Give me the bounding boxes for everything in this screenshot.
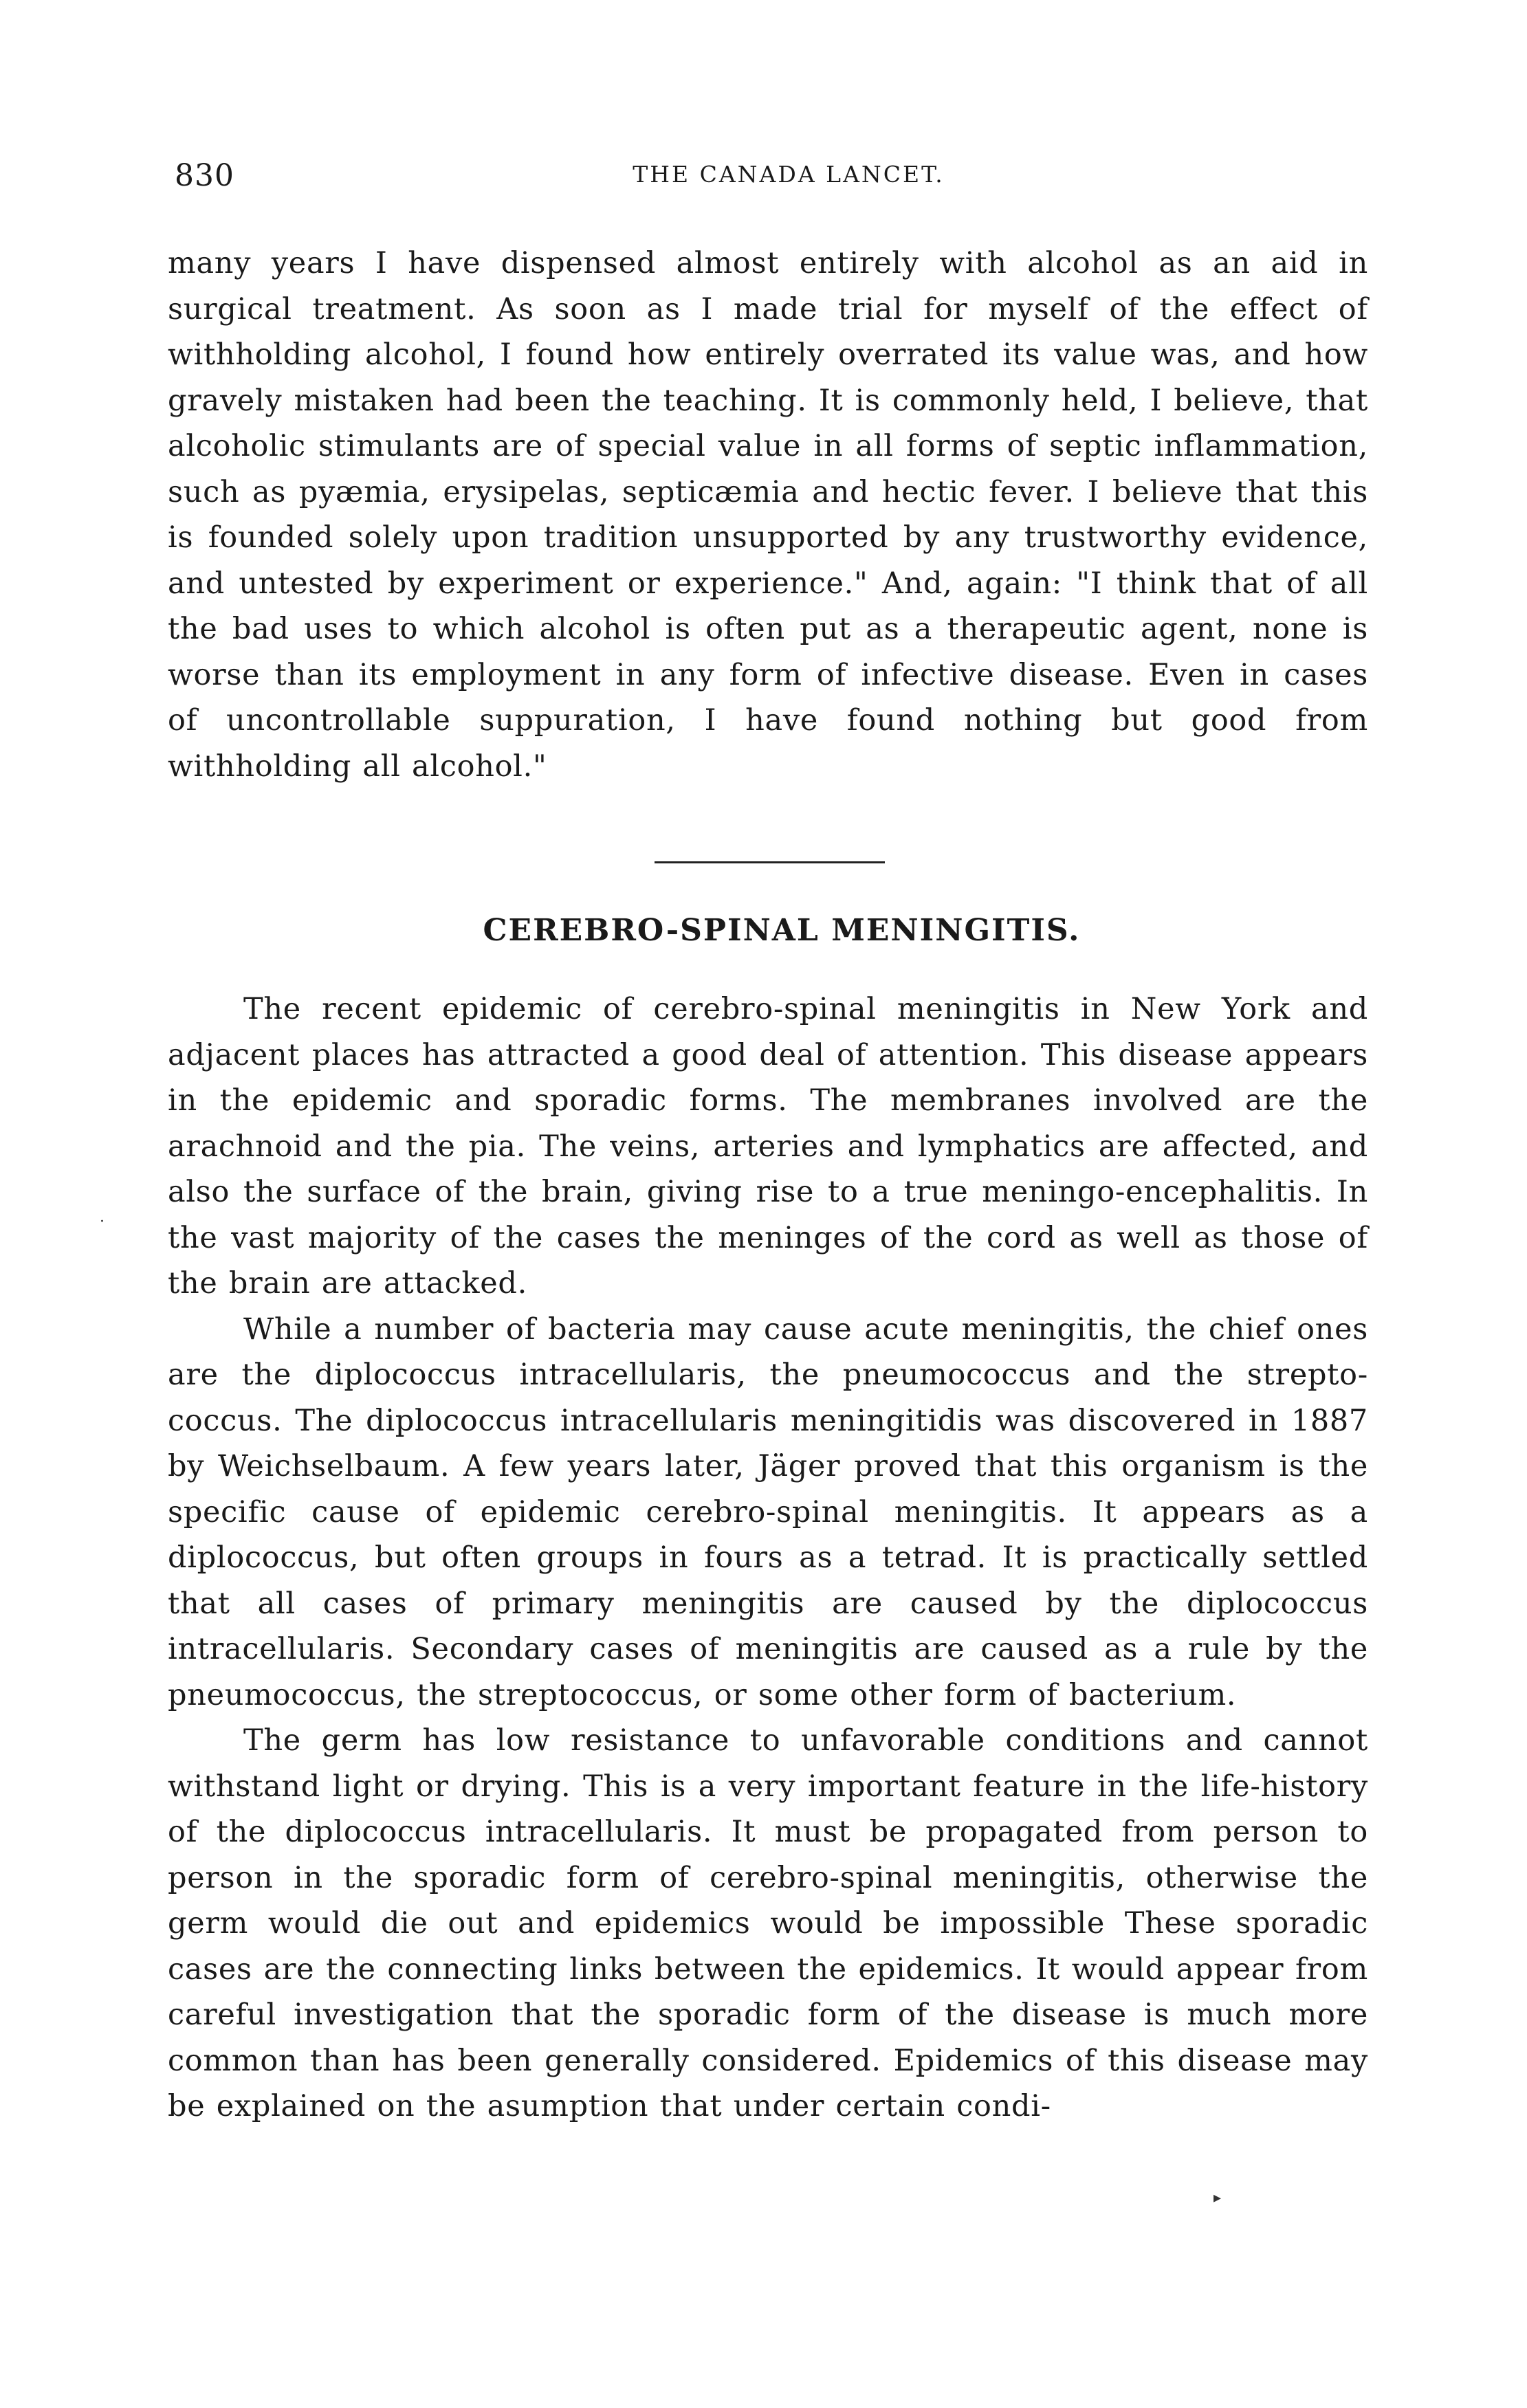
body-paragraph: The recent epidemic of cerebro-spinal meningitis in New York and adjacent places has attracted a good deal of attention. This disease appears in the epidemic and sporadic forms. The membranes involved are the arachnoid and the pia. The veins, arteries and lymphatics are affected, and also the surface of the brain, giving rise to a true meningo-encephalitis. In the vast majority of the cases the meninges of the cord as well as those of the brain are attacked. [168,992,1368,1301]
body-paragraph: While a number of bacteria may cause acute meningitis, the chief ones are the diplococcus intracellularis, the pneumococcus and the strepto-coccus. The diplococcus intracellularis meningitidis was discovered in 1887 by Weichselbaum. A few years later, Jäger proved that this organism is the specific cause of epidemic cerebro-spinal meningitis. It appears as a diplococcus, but often groups in fours as a tetrad. It is practically settled that all cases of primary meningitis are caused by the diplococcus intracellularis. Secondary cases of meningitis are caused as a rule by the pneumococcus, the streptococcus, or some other form of bacterium. [168,1312,1368,1712]
page-header [168,158,1368,199]
intro-paragraph: many years I have dispensed almost entirely with alcohol as an aid in surgical treatment. As soon as I made trial for myself of the effect of withholding alcohol, I found how entirely overrated its value was, and how gravely mistaken had been the teaching. It is commonly held, I believe, that alcoholic stimulants are of special value in all forms of septic inflammation, such as pyæmia, erysipelas, septicæmia and hectic fever. I believe that this is founded solely upon tradition unsupported by any trustworthy evidence, and untested by experiment or experience." And, again: "I think that of all the bad uses to which alcohol is often put as a therapeutic agent, none is worse than its employment in any form of infective disease. Even in cases of uncontrollable suppuration, I have found nothing but good from withholding all alcohol." [168,246,1368,784]
section-divider [168,789,1368,913]
section-title: CEREBRO-SPINAL MENINGITIS. [483,913,1081,948]
body-paragraph: The germ has low resistance to unfavorable conditions and cannot withstand light or drying. This is a very important feature in the life-history of the diplococcus intracellularis. It must be propagated from person to person in the sporadic form of cerebro-spinal meningitis, otherwise the germ would die out and epidemics would be impossible These sporadic cases are the connecting links between the epidemics. It would appear from careful investigation that the sporadic form of the disease is much more common than has been generally considered. Epidemics of this disease may be explained on the asumption that under certain condi- [168,1723,1368,2123]
bottom-speck-mark: ▸ [1213,2189,1222,2207]
page [168,158,1368,2130]
running-title: THE CANADA LANCET. [633,161,945,188]
divider-rule [655,861,885,863]
margin-speck-mark: · [100,1213,105,1230]
page-number: 830 [175,158,234,193]
